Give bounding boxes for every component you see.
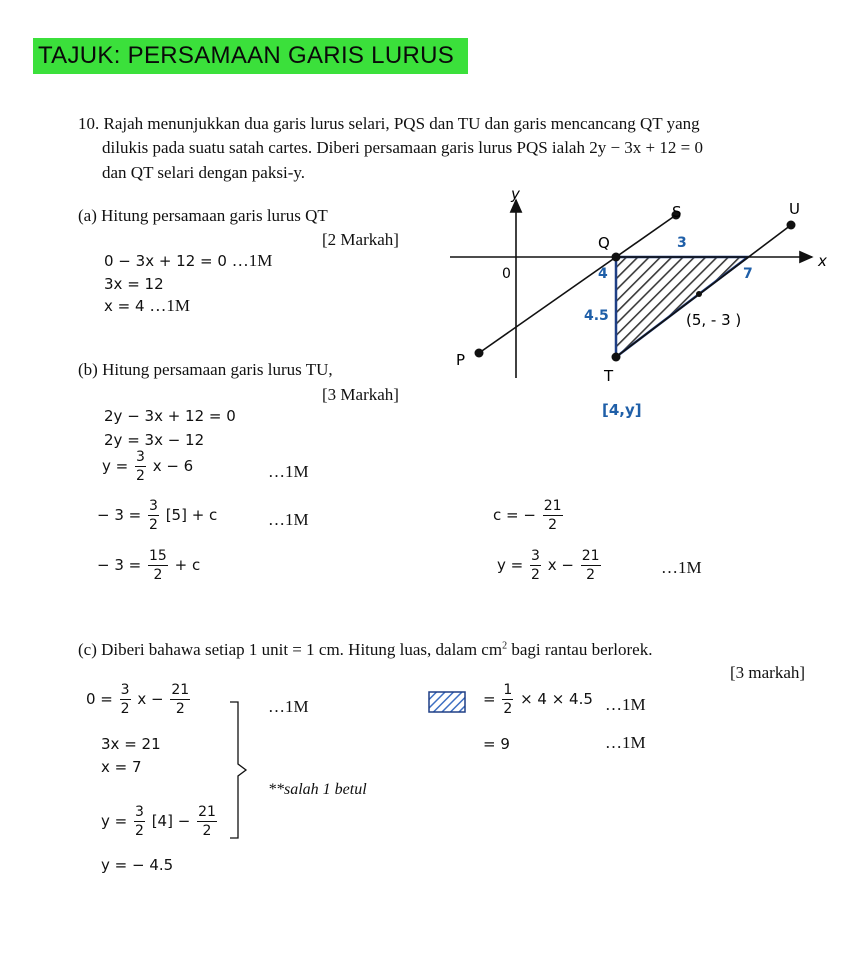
point-q xyxy=(612,253,621,262)
part-c-eq-5: y = − 4.5 xyxy=(101,856,174,874)
question-line-2: dilukis pada suatu satah cartes. Diberi persamaan garis lurus PQS ialah 2y − 3x + 12 = 0 xyxy=(102,138,703,157)
fraction-3-2 xyxy=(135,450,146,483)
area-equals: = xyxy=(483,690,496,708)
part-a-step-1-eq: 0 − 3x + 12 = 0 xyxy=(104,252,227,270)
fraction-3-2 xyxy=(134,805,145,838)
point-5-neg3 xyxy=(696,291,702,297)
part-b-c-value xyxy=(493,499,565,532)
part-a-step-1 xyxy=(104,251,272,271)
area-rest: × 4 × 4.5 xyxy=(520,690,593,708)
numerator: 3 xyxy=(531,548,540,564)
fraction-21-2 xyxy=(543,499,563,532)
part-c-eq-3: x = 7 xyxy=(101,758,142,776)
fraction-3-2 xyxy=(530,549,541,582)
denominator: 2 xyxy=(503,701,513,717)
part-a-step-3-eq: x = 4 xyxy=(104,297,145,315)
part-b-final-mid: x − xyxy=(547,556,574,574)
label-p: P xyxy=(456,351,466,369)
part-b-eq-3 xyxy=(102,450,193,483)
denominator: 2 xyxy=(548,517,558,533)
part-b-final-lhs: y = xyxy=(497,556,524,574)
part-c-area-mark-2: …1M xyxy=(605,733,646,752)
part-b-eq-1: 2y − 3x + 12 = 0 xyxy=(104,407,236,425)
numerator: 3 xyxy=(135,804,144,820)
curly-brace xyxy=(228,700,258,840)
numerator: 1 xyxy=(503,682,513,698)
point-p xyxy=(475,349,484,358)
numerator: 21 xyxy=(198,804,216,820)
part-c-eq-4-mid: [4] − xyxy=(151,812,191,830)
label-point-5-neg3: (5, - 3 ) xyxy=(686,311,742,329)
shaded-region-swatch xyxy=(428,691,466,713)
denominator: 2 xyxy=(153,567,163,583)
part-b-eq-3-lhs: y = xyxy=(102,457,129,475)
part-a-step-2: 3x = 12 xyxy=(104,275,164,293)
denominator: 2 xyxy=(120,701,130,717)
fraction-21-2 xyxy=(581,549,601,582)
part-a-step-3 xyxy=(104,296,190,316)
part-c-eq-4-lhs: y = xyxy=(101,812,128,830)
label-3: 3 xyxy=(677,235,687,251)
page-title: TAJUK: PERSAMAAN GARIS LURUS xyxy=(38,42,455,69)
part-b-final-equation xyxy=(497,549,603,582)
part-c-eq-1-mid: x − xyxy=(137,690,164,708)
question-line-1: 10. Rajah menunjukkan dua garis lurus selari, PQS dan TU dan garis mencancang QT yang xyxy=(78,114,700,133)
part-b-eq-5-rest: + c xyxy=(174,556,201,574)
part-a-step-1-mark: …1M xyxy=(231,251,273,270)
y-axis-label: y xyxy=(511,185,520,203)
label-u: U xyxy=(789,200,800,218)
numerator: 3 xyxy=(120,682,130,698)
fraction-15-2 xyxy=(148,549,168,582)
origin-label: 0 xyxy=(502,266,511,282)
point-u xyxy=(787,221,796,230)
numerator: 21 xyxy=(171,682,190,698)
numerator: 15 xyxy=(149,548,167,564)
denominator: 2 xyxy=(586,567,596,583)
numerator: 21 xyxy=(581,548,600,564)
numerator: 3 xyxy=(149,498,158,514)
label-7: 7 xyxy=(743,266,753,282)
question-line-3: dan QT selari dengan paksi-y. xyxy=(102,163,305,182)
part-b-c-lhs: c = − xyxy=(493,506,536,524)
fraction-21-2 xyxy=(170,683,190,716)
label-t-coordinate: [4,y] xyxy=(602,401,642,419)
part-c-prompt-end: bagi rantau berlorek. xyxy=(507,640,653,659)
part-b-eq-4-lhs: − 3 = xyxy=(97,506,142,524)
part-b-prompt: (b) Hitung persamaan garis lurus TU, xyxy=(78,360,333,379)
part-b-eq-3-rest: x − 6 xyxy=(152,457,194,475)
part-c-prompt xyxy=(78,640,652,660)
part-b-eq-5 xyxy=(97,549,200,582)
part-b-mark-1: …1M xyxy=(268,462,309,481)
label-4-5: 4.5 xyxy=(584,308,609,324)
denominator: 2 xyxy=(135,823,144,839)
point-t xyxy=(612,353,621,362)
x-axis-label: x xyxy=(818,252,827,270)
fraction-1-2 xyxy=(502,683,513,716)
part-b-eq-5-lhs: − 3 = xyxy=(97,556,142,574)
denominator: 2 xyxy=(202,823,212,839)
part-c-eq-4 xyxy=(101,805,219,838)
part-c-marks: [3 markah] xyxy=(730,663,806,682)
part-c-eq-2: 3x = 21 xyxy=(101,735,161,753)
part-b-marks: [3 Markah] xyxy=(322,385,399,404)
part-c-eq-1-lhs: 0 = xyxy=(86,690,113,708)
denominator: 2 xyxy=(136,468,145,484)
part-b-eq-4-rest: [5] + c xyxy=(165,506,218,524)
denominator: 2 xyxy=(531,567,540,583)
fraction-3-2 xyxy=(148,499,159,532)
part-b-eq-2: 2y = 3x − 12 xyxy=(104,431,205,449)
part-c-area-result: = 9 xyxy=(483,735,510,753)
part-c-area-mark-1: …1M xyxy=(605,695,646,714)
fraction-3-2 xyxy=(120,683,131,716)
label-t: T xyxy=(604,367,614,385)
part-c-mark-1: …1M xyxy=(268,697,309,716)
part-c-area-formula xyxy=(483,683,593,716)
label-q: Q xyxy=(598,234,610,252)
label-s: S xyxy=(672,203,682,221)
part-c-eq-1 xyxy=(86,683,192,716)
cartesian-diagram xyxy=(440,180,840,420)
part-b-eq-4 xyxy=(97,499,217,532)
part-c-prompt-text: (c) Diberi bahawa setiap 1 unit = 1 cm. Hitung luas, dalam cm xyxy=(78,640,503,659)
label-4: 4 xyxy=(598,266,608,282)
numerator: 21 xyxy=(543,498,562,514)
part-a-marks: [2 Markah] xyxy=(322,230,399,249)
part-b-mark-3: …1M xyxy=(661,558,702,577)
part-b-mark-2: …1M xyxy=(268,510,309,529)
part-a-prompt: (a) Hitung persamaan garis lurus QT xyxy=(78,206,328,225)
denominator: 2 xyxy=(149,517,158,533)
part-a-step-3-mark: …1M xyxy=(149,296,190,315)
fraction-21-2 xyxy=(197,805,217,838)
denominator: 2 xyxy=(175,701,185,717)
part-c-prompt-sup: 2 xyxy=(502,640,508,652)
part-c-note: **salah 1 betul xyxy=(268,781,367,798)
numerator: 3 xyxy=(136,449,145,465)
